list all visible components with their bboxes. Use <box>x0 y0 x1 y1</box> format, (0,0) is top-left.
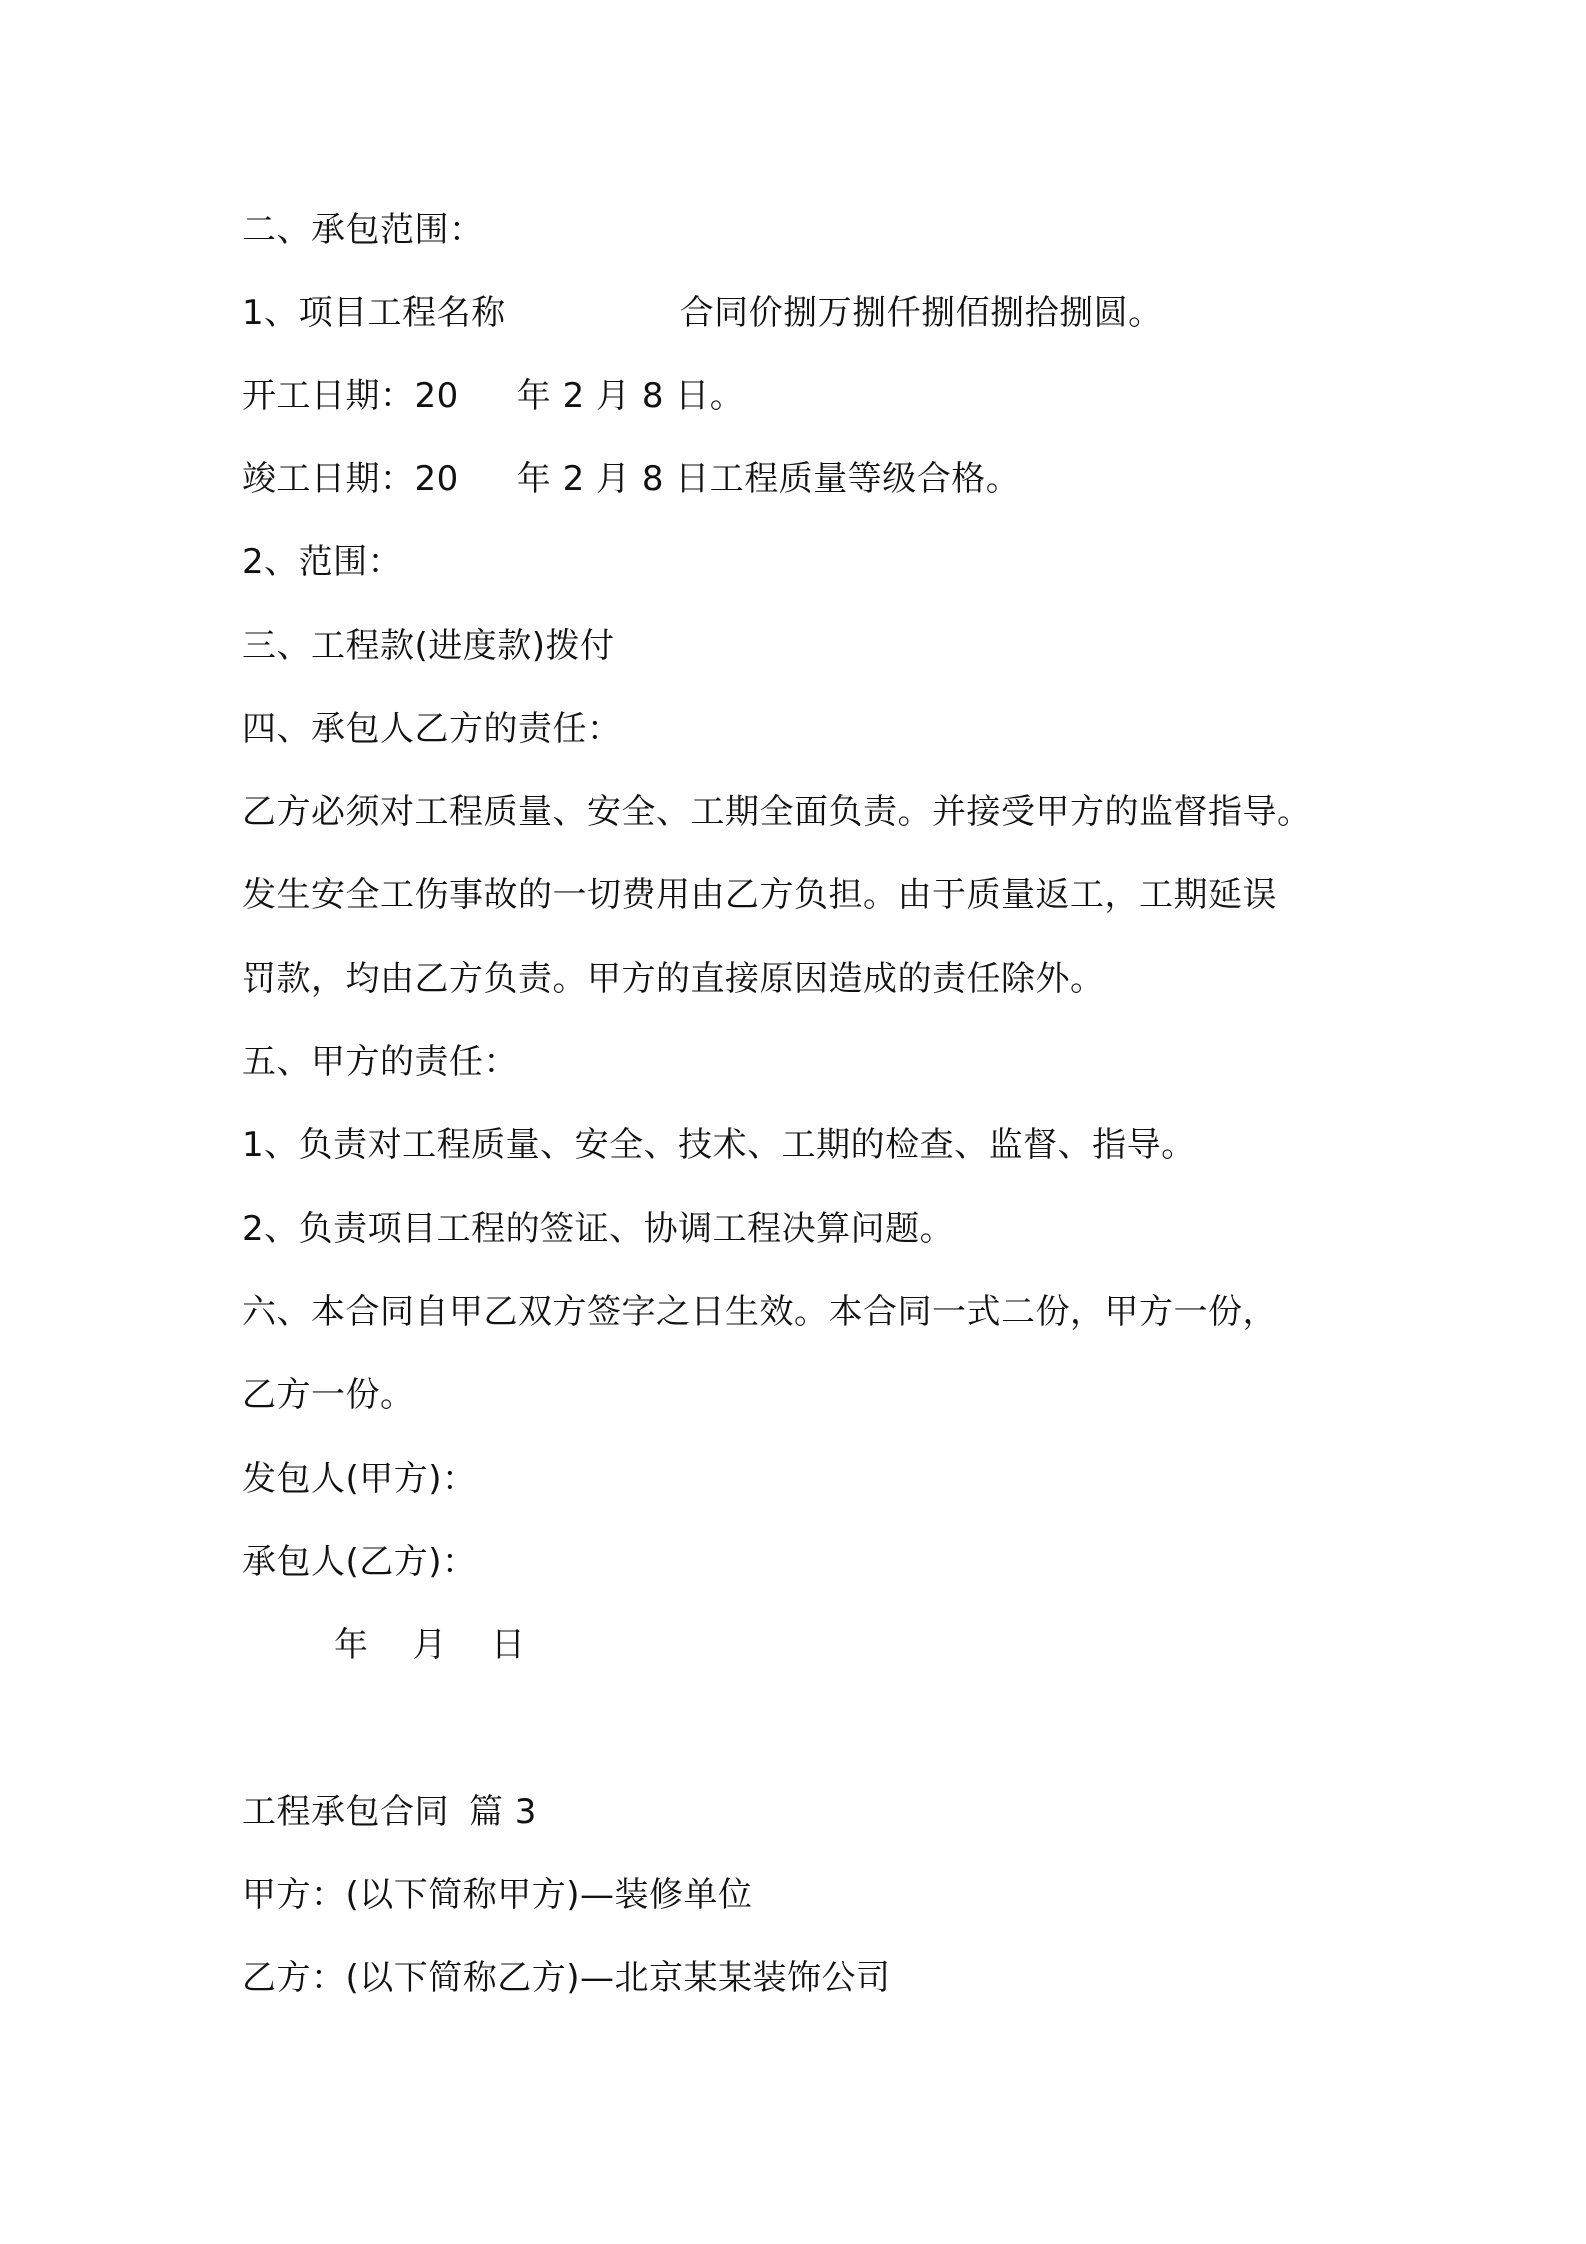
party-a-item-1: 1、负责对工程质量、安全、技术、工期的检查、监督、指导。 <box>242 1125 1196 1165</box>
project-line <box>242 291 1163 335</box>
start-date-line <box>242 374 744 418</box>
end-date-label: 竣工日期：20 <box>242 459 459 499</box>
signature-date <box>334 1623 526 1667</box>
contract-part: 篇 3 <box>469 1792 537 1832</box>
contract-title: 工程承包合同 <box>242 1792 449 1832</box>
date-year: 年 <box>334 1625 369 1665</box>
party-b-paragraph-line-1: 乙方必须对工程质量、安全、工期全面负责。并接受甲方的监督指导。 <box>242 792 1312 832</box>
contractor-label: 承包人(乙方)： <box>242 1542 477 1582</box>
next-party-a: 甲方：(以下简称甲方)—装修单位 <box>242 1875 753 1915</box>
next-contract-title <box>242 1790 537 1834</box>
party-b-paragraph-line-2: 发生安全工伤事故的一切费用由乙方负担。由于质量返工，工期延误 <box>242 875 1277 915</box>
effect-paragraph-line-1: 六、本合同自甲乙双方签字之日生效。本合同一式二份，甲方一份， <box>242 1292 1277 1332</box>
date-day: 日 <box>491 1625 526 1665</box>
start-date-value: 年 2 月 8 日。 <box>516 376 745 416</box>
project-name-label: 1、项目工程名称 <box>242 293 506 333</box>
scope-item: 2、范围： <box>242 542 403 582</box>
next-party-b: 乙方：(以下简称乙方)—北京某某装饰公司 <box>242 1958 891 1998</box>
party-a-heading: 五、甲方的责任： <box>242 1042 518 1082</box>
end-date-line <box>242 457 1020 501</box>
party-b-paragraph-line-3: 罚款，均由乙方负责。甲方的直接原因造成的责任除外。 <box>242 959 1105 999</box>
contract-price: 合同价捌万捌仟捌佰捌拾捌圆。 <box>679 293 1163 333</box>
effect-paragraph-line-2: 乙方一份。 <box>242 1375 415 1415</box>
date-month: 月 <box>412 1625 447 1665</box>
party-a-item-2: 2、负责项目工程的签证、协调工程决算问题。 <box>242 1209 955 1249</box>
scope-heading: 二、承包范围： <box>242 210 484 250</box>
payment-heading: 三、工程款(进度款)拨付 <box>242 626 615 666</box>
employer-label: 发包人(甲方)： <box>242 1459 477 1499</box>
start-date-label: 开工日期：20 <box>242 376 459 416</box>
end-date-value: 年 2 月 8 日工程质量等级合格。 <box>516 459 1021 499</box>
party-b-heading: 四、承包人乙方的责任： <box>242 709 622 749</box>
